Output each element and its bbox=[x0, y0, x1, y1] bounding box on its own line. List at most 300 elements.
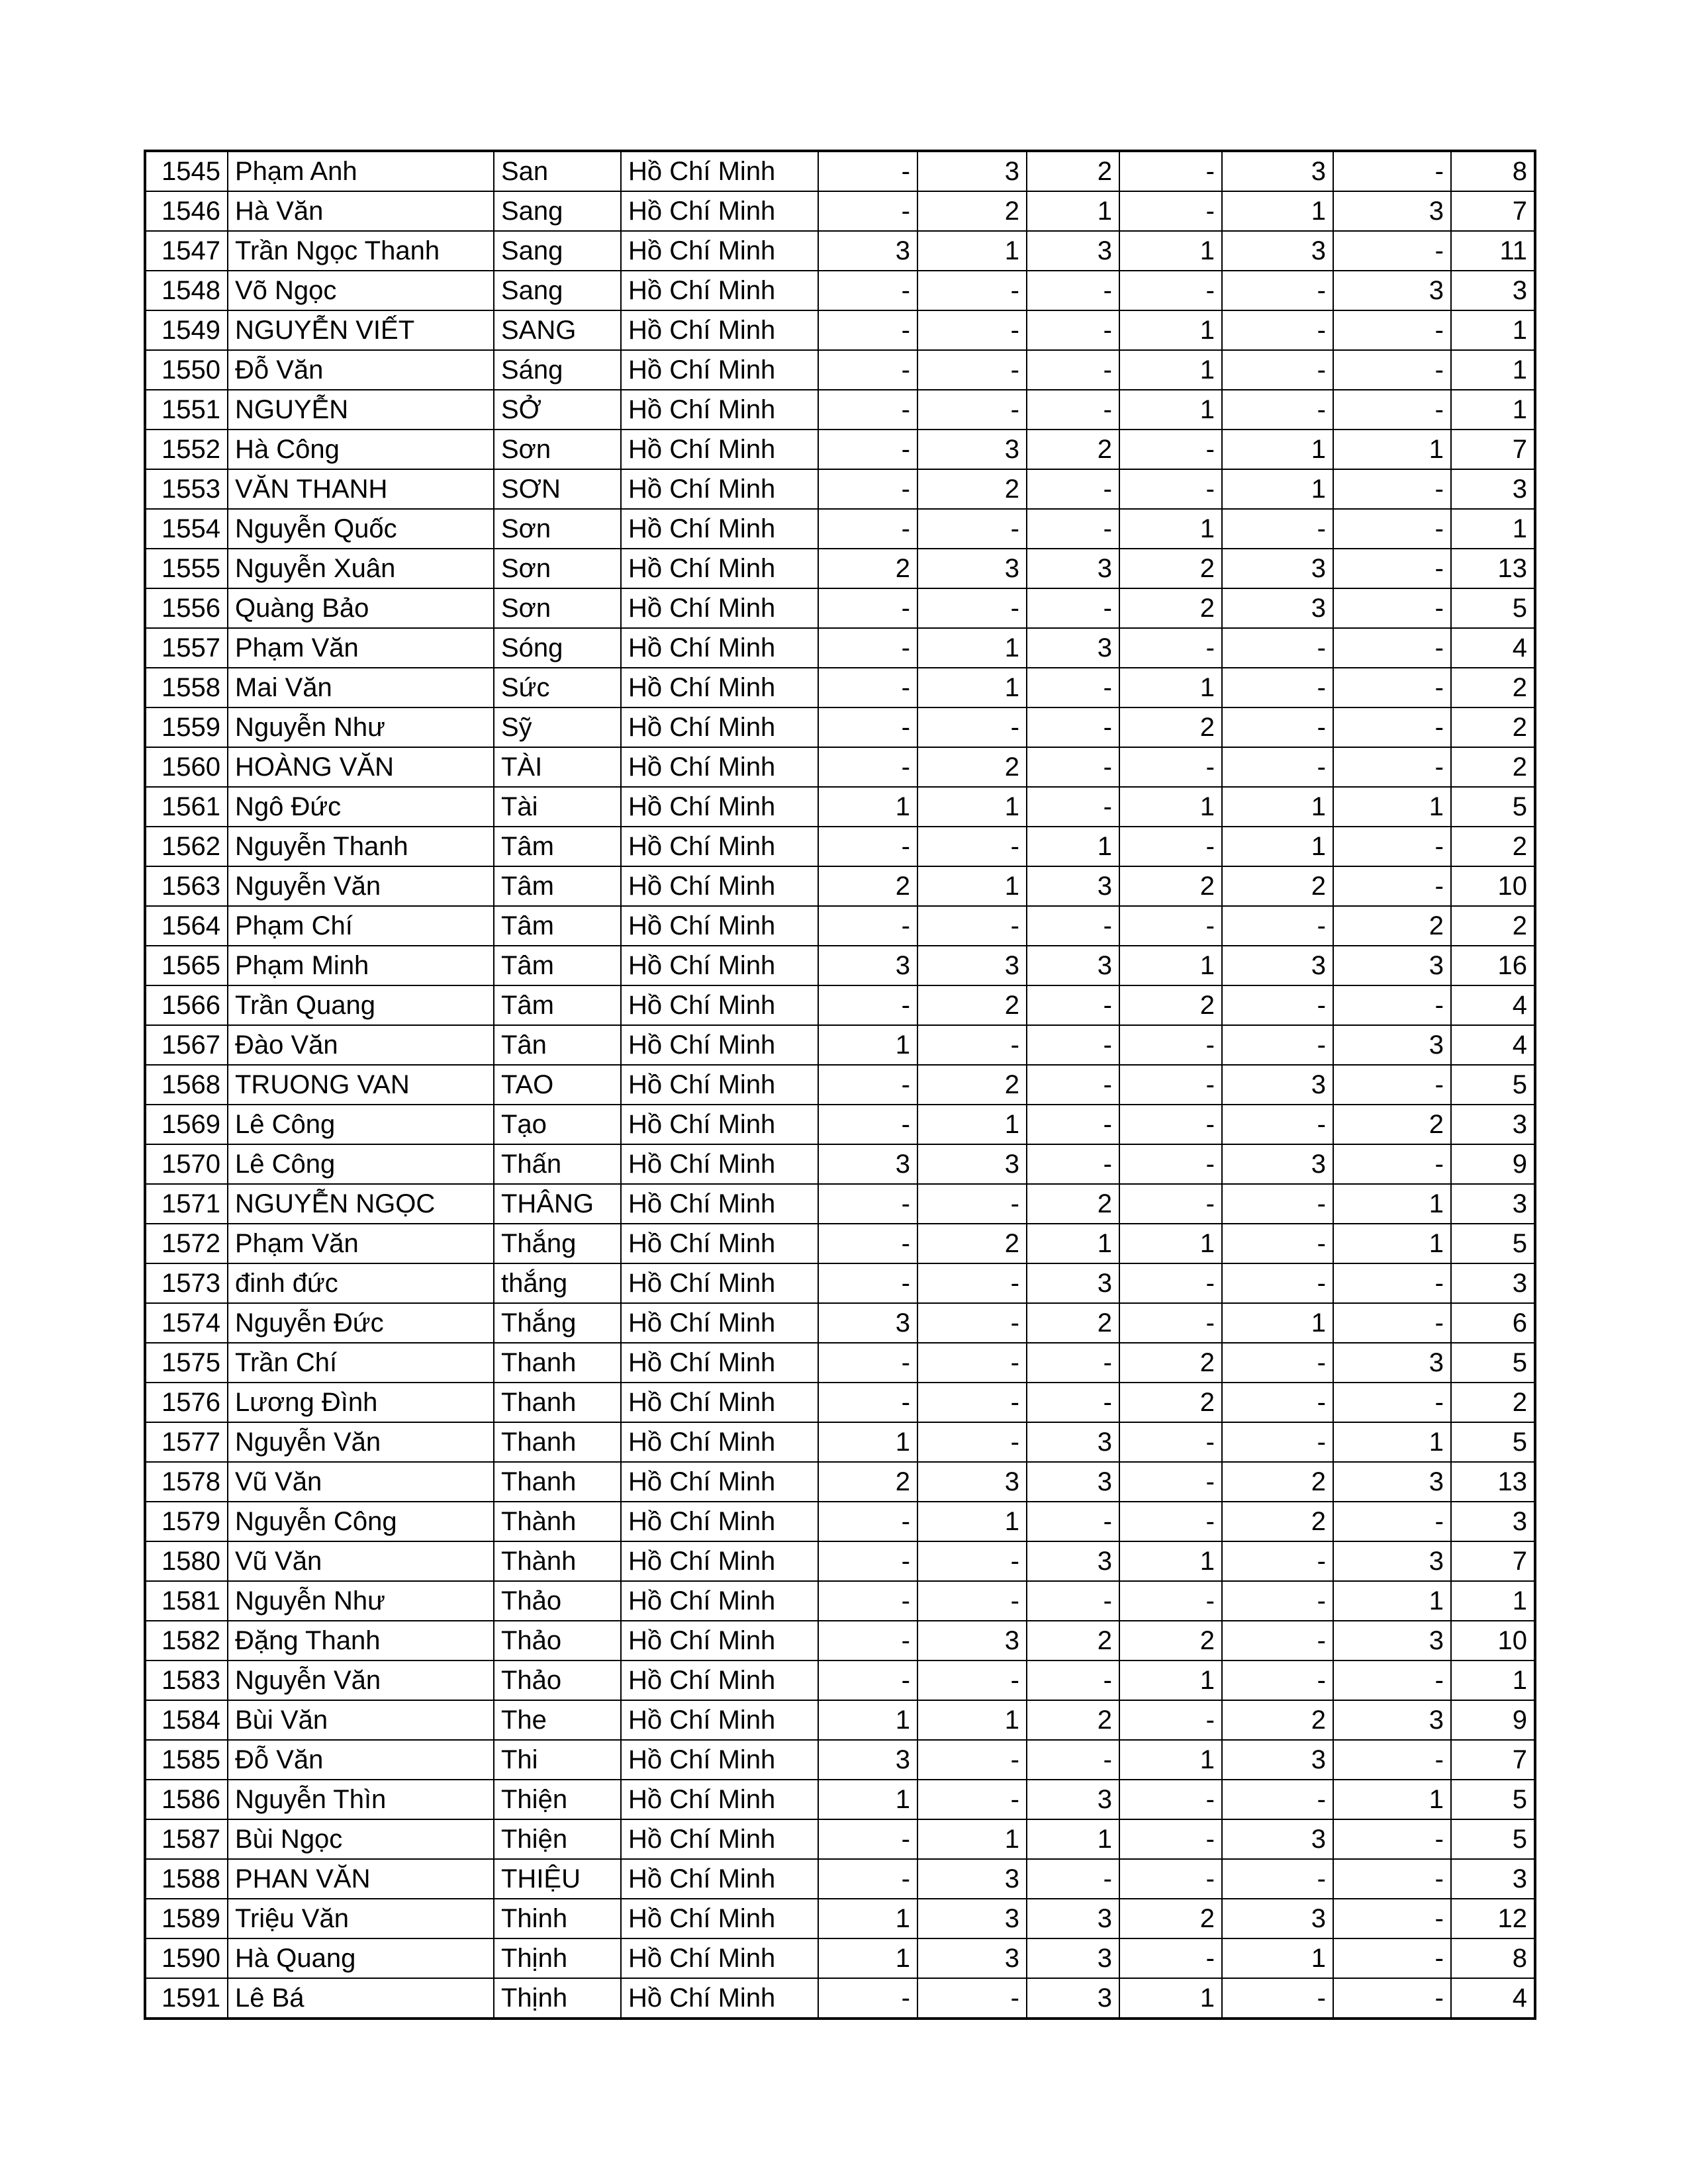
row-number-cell: 1558 bbox=[145, 668, 228, 707]
score-6-cell: - bbox=[1333, 549, 1451, 588]
score-4-cell: - bbox=[1119, 1581, 1222, 1621]
surname-cell: Nguyễn Văn bbox=[228, 1422, 494, 1462]
score-6-cell: - bbox=[1333, 1383, 1451, 1422]
score-5-cell: 1 bbox=[1222, 1938, 1333, 1978]
surname-cell: Lương Đình bbox=[228, 1383, 494, 1422]
score-1-cell: 1 bbox=[818, 1899, 917, 1938]
table-row bbox=[145, 1025, 1535, 1065]
score-5-cell: - bbox=[1222, 509, 1333, 549]
score-3-cell: 3 bbox=[1027, 231, 1119, 271]
row-number-cell: 1548 bbox=[145, 271, 228, 310]
surname-cell: NGUYỄN bbox=[228, 390, 494, 430]
given-name-cell: Tạo bbox=[494, 1105, 621, 1144]
score-3-cell: - bbox=[1027, 310, 1119, 350]
score-6-cell: 1 bbox=[1333, 1581, 1451, 1621]
score-2-cell: - bbox=[917, 1661, 1027, 1700]
score-5-cell: - bbox=[1222, 1422, 1333, 1462]
city-cell: Hồ Chí Minh bbox=[621, 668, 818, 707]
city-cell: Hồ Chí Minh bbox=[621, 1502, 818, 1541]
row-number-cell: 1567 bbox=[145, 1025, 228, 1065]
given-name-cell: Thịnh bbox=[494, 1978, 621, 2019]
total-cell: 1 bbox=[1451, 350, 1535, 390]
city-cell: Hồ Chí Minh bbox=[621, 866, 818, 906]
city-cell: Hồ Chí Minh bbox=[621, 787, 818, 827]
score-1-cell: - bbox=[818, 668, 917, 707]
surname-cell: Nguyễn Thìn bbox=[228, 1780, 494, 1819]
score-5-cell: 3 bbox=[1222, 1740, 1333, 1780]
score-2-cell: 1 bbox=[917, 668, 1027, 707]
given-name-cell: TAO bbox=[494, 1065, 621, 1105]
row-number-cell: 1586 bbox=[145, 1780, 228, 1819]
score-2-cell: - bbox=[917, 1303, 1027, 1343]
table-row bbox=[145, 866, 1535, 906]
score-6-cell: 1 bbox=[1333, 1184, 1451, 1224]
total-cell: 2 bbox=[1451, 747, 1535, 787]
table-row bbox=[145, 1661, 1535, 1700]
score-3-cell: - bbox=[1027, 707, 1119, 747]
table-row bbox=[145, 1263, 1535, 1303]
given-name-cell: Tâm bbox=[494, 946, 621, 985]
score-1-cell: 1 bbox=[818, 1938, 917, 1978]
score-3-cell: 3 bbox=[1027, 1541, 1119, 1581]
table-row bbox=[145, 1065, 1535, 1105]
city-cell: Hồ Chí Minh bbox=[621, 747, 818, 787]
total-cell: 4 bbox=[1451, 1978, 1535, 2019]
row-number-cell: 1560 bbox=[145, 747, 228, 787]
score-4-cell: 1 bbox=[1119, 1224, 1222, 1263]
given-name-cell: The bbox=[494, 1700, 621, 1740]
score-6-cell: 1 bbox=[1333, 430, 1451, 469]
score-3-cell: - bbox=[1027, 271, 1119, 310]
surname-cell: Phạm Anh bbox=[228, 151, 494, 191]
table-row bbox=[145, 1700, 1535, 1740]
city-cell: Hồ Chí Minh bbox=[621, 707, 818, 747]
score-3-cell: - bbox=[1027, 1859, 1119, 1899]
table-row bbox=[145, 231, 1535, 271]
table-row bbox=[145, 271, 1535, 310]
score-5-cell: 3 bbox=[1222, 1899, 1333, 1938]
score-4-cell: 1 bbox=[1119, 787, 1222, 827]
total-cell: 8 bbox=[1451, 151, 1535, 191]
score-5-cell: 1 bbox=[1222, 787, 1333, 827]
surname-cell: Lê Bá bbox=[228, 1978, 494, 2019]
given-name-cell: Thịnh bbox=[494, 1938, 621, 1978]
given-name-cell: San bbox=[494, 151, 621, 191]
score-2-cell: 1 bbox=[917, 1700, 1027, 1740]
score-5-cell: 1 bbox=[1222, 827, 1333, 866]
score-4-cell: 2 bbox=[1119, 1383, 1222, 1422]
given-name-cell: Thanh bbox=[494, 1383, 621, 1422]
score-3-cell: 3 bbox=[1027, 1780, 1119, 1819]
given-name-cell: Sơn bbox=[494, 588, 621, 628]
score-6-cell: - bbox=[1333, 151, 1451, 191]
total-cell: 12 bbox=[1451, 1899, 1535, 1938]
score-3-cell: 3 bbox=[1027, 946, 1119, 985]
score-1-cell: - bbox=[818, 588, 917, 628]
score-1-cell: - bbox=[818, 1502, 917, 1541]
score-6-cell: - bbox=[1333, 707, 1451, 747]
score-1-cell: - bbox=[818, 509, 917, 549]
score-5-cell: 3 bbox=[1222, 1065, 1333, 1105]
score-1-cell: - bbox=[818, 350, 917, 390]
score-2-cell: 3 bbox=[917, 1621, 1027, 1661]
row-number-cell: 1580 bbox=[145, 1541, 228, 1581]
given-name-cell: Thắng bbox=[494, 1303, 621, 1343]
city-cell: Hồ Chí Minh bbox=[621, 231, 818, 271]
score-1-cell: - bbox=[818, 430, 917, 469]
score-5-cell: 1 bbox=[1222, 1303, 1333, 1343]
given-name-cell: Sơn bbox=[494, 549, 621, 588]
score-5-cell: - bbox=[1222, 707, 1333, 747]
row-number-cell: 1588 bbox=[145, 1859, 228, 1899]
table-row bbox=[145, 1938, 1535, 1978]
total-cell: 3 bbox=[1451, 1859, 1535, 1899]
score-4-cell: - bbox=[1119, 1462, 1222, 1502]
score-6-cell: - bbox=[1333, 827, 1451, 866]
score-5-cell: - bbox=[1222, 906, 1333, 946]
score-4-cell: 2 bbox=[1119, 1899, 1222, 1938]
city-cell: Hồ Chí Minh bbox=[621, 1581, 818, 1621]
score-6-cell: - bbox=[1333, 866, 1451, 906]
total-cell: 5 bbox=[1451, 1343, 1535, 1383]
score-1-cell: 1 bbox=[818, 1700, 917, 1740]
score-2-cell: 3 bbox=[917, 1899, 1027, 1938]
score-6-cell: - bbox=[1333, 1502, 1451, 1541]
row-number-cell: 1584 bbox=[145, 1700, 228, 1740]
city-cell: Hồ Chí Minh bbox=[621, 469, 818, 509]
score-2-cell: - bbox=[917, 1343, 1027, 1383]
score-4-cell: - bbox=[1119, 1303, 1222, 1343]
table-row bbox=[145, 549, 1535, 588]
given-name-cell: Tân bbox=[494, 1025, 621, 1065]
score-6-cell: - bbox=[1333, 1263, 1451, 1303]
score-3-cell: - bbox=[1027, 350, 1119, 390]
surname-cell: Nguyễn Thanh bbox=[228, 827, 494, 866]
score-5-cell: - bbox=[1222, 1105, 1333, 1144]
score-6-cell: - bbox=[1333, 1144, 1451, 1184]
score-2-cell: 2 bbox=[917, 191, 1027, 231]
score-6-cell: 1 bbox=[1333, 1422, 1451, 1462]
total-cell: 3 bbox=[1451, 1184, 1535, 1224]
score-1-cell: - bbox=[818, 310, 917, 350]
score-2-cell: - bbox=[917, 1740, 1027, 1780]
given-name-cell: Thảo bbox=[494, 1661, 621, 1700]
score-4-cell: 1 bbox=[1119, 231, 1222, 271]
score-4-cell: - bbox=[1119, 1700, 1222, 1740]
score-2-cell: - bbox=[917, 1581, 1027, 1621]
total-cell: 1 bbox=[1451, 390, 1535, 430]
score-6-cell: 3 bbox=[1333, 1700, 1451, 1740]
given-name-cell: Thanh bbox=[494, 1422, 621, 1462]
score-4-cell: 2 bbox=[1119, 1343, 1222, 1383]
surname-cell: Nguyễn Như bbox=[228, 707, 494, 747]
score-5-cell: - bbox=[1222, 628, 1333, 668]
score-6-cell: - bbox=[1333, 1938, 1451, 1978]
score-2-cell: 2 bbox=[917, 747, 1027, 787]
surname-cell: Nguyễn Xuân bbox=[228, 549, 494, 588]
score-1-cell: - bbox=[818, 151, 917, 191]
score-3-cell: 3 bbox=[1027, 1899, 1119, 1938]
score-6-cell: - bbox=[1333, 588, 1451, 628]
surname-cell: Quàng Bảo bbox=[228, 588, 494, 628]
table-row bbox=[145, 1819, 1535, 1859]
table-row bbox=[145, 350, 1535, 390]
surname-cell: Vũ Văn bbox=[228, 1462, 494, 1502]
score-5-cell: 3 bbox=[1222, 549, 1333, 588]
score-1-cell: 3 bbox=[818, 231, 917, 271]
given-name-cell: Thấn bbox=[494, 1144, 621, 1184]
score-5-cell: 3 bbox=[1222, 946, 1333, 985]
score-4-cell: - bbox=[1119, 1025, 1222, 1065]
given-name-cell: Thành bbox=[494, 1541, 621, 1581]
city-cell: Hồ Chí Minh bbox=[621, 1978, 818, 2019]
surname-cell: Lê Công bbox=[228, 1105, 494, 1144]
surname-cell: PHAN VĂN bbox=[228, 1859, 494, 1899]
score-2-cell: 3 bbox=[917, 1938, 1027, 1978]
city-cell: Hồ Chí Minh bbox=[621, 1144, 818, 1184]
score-2-cell: - bbox=[917, 827, 1027, 866]
table-row bbox=[145, 1621, 1535, 1661]
row-number-cell: 1590 bbox=[145, 1938, 228, 1978]
score-1-cell: - bbox=[818, 271, 917, 310]
total-cell: 16 bbox=[1451, 946, 1535, 985]
score-6-cell: - bbox=[1333, 985, 1451, 1025]
surname-cell: TRUONG VAN bbox=[228, 1065, 494, 1105]
row-number-cell: 1570 bbox=[145, 1144, 228, 1184]
score-5-cell: - bbox=[1222, 1343, 1333, 1383]
score-2-cell: - bbox=[917, 588, 1027, 628]
score-2-cell: 1 bbox=[917, 231, 1027, 271]
score-4-cell: 1 bbox=[1119, 509, 1222, 549]
score-3-cell: 2 bbox=[1027, 1184, 1119, 1224]
total-cell: 5 bbox=[1451, 1819, 1535, 1859]
city-cell: Hồ Chí Minh bbox=[621, 1938, 818, 1978]
table-row bbox=[145, 946, 1535, 985]
score-1-cell: 1 bbox=[818, 787, 917, 827]
row-number-cell: 1576 bbox=[145, 1383, 228, 1422]
score-4-cell: 1 bbox=[1119, 310, 1222, 350]
table-row bbox=[145, 1343, 1535, 1383]
score-3-cell: - bbox=[1027, 787, 1119, 827]
score-3-cell: 3 bbox=[1027, 1978, 1119, 2019]
total-cell: 4 bbox=[1451, 628, 1535, 668]
score-6-cell: - bbox=[1333, 628, 1451, 668]
score-5-cell: 2 bbox=[1222, 1502, 1333, 1541]
row-number-cell: 1583 bbox=[145, 1661, 228, 1700]
score-1-cell: - bbox=[818, 469, 917, 509]
score-4-cell: 1 bbox=[1119, 1541, 1222, 1581]
surname-cell: Nguyễn Công bbox=[228, 1502, 494, 1541]
score-4-cell: 1 bbox=[1119, 1978, 1222, 2019]
city-cell: Hồ Chí Minh bbox=[621, 1541, 818, 1581]
total-cell: 3 bbox=[1451, 1105, 1535, 1144]
score-6-cell: 1 bbox=[1333, 787, 1451, 827]
table-row bbox=[145, 1502, 1535, 1541]
row-number-cell: 1585 bbox=[145, 1740, 228, 1780]
score-5-cell: - bbox=[1222, 310, 1333, 350]
total-cell: 1 bbox=[1451, 509, 1535, 549]
score-5-cell: 1 bbox=[1222, 469, 1333, 509]
table-row bbox=[145, 469, 1535, 509]
total-cell: 3 bbox=[1451, 1263, 1535, 1303]
score-2-cell: - bbox=[917, 1025, 1027, 1065]
score-4-cell: - bbox=[1119, 906, 1222, 946]
surname-cell: Trần Ngọc Thanh bbox=[228, 231, 494, 271]
city-cell: Hồ Chí Minh bbox=[621, 509, 818, 549]
given-name-cell: Tâm bbox=[494, 985, 621, 1025]
table-row bbox=[145, 390, 1535, 430]
score-4-cell: 2 bbox=[1119, 588, 1222, 628]
city-cell: Hồ Chí Minh bbox=[621, 628, 818, 668]
total-cell: 10 bbox=[1451, 1621, 1535, 1661]
row-number-cell: 1554 bbox=[145, 509, 228, 549]
surname-cell: Phạm Chí bbox=[228, 906, 494, 946]
score-1-cell: 1 bbox=[818, 1780, 917, 1819]
score-3-cell: 2 bbox=[1027, 430, 1119, 469]
score-4-cell: - bbox=[1119, 1144, 1222, 1184]
surname-cell: Triệu Văn bbox=[228, 1899, 494, 1938]
score-1-cell: - bbox=[818, 827, 917, 866]
score-3-cell: 3 bbox=[1027, 1263, 1119, 1303]
score-2-cell: 2 bbox=[917, 985, 1027, 1025]
score-1-cell: 2 bbox=[818, 549, 917, 588]
table-row bbox=[145, 1184, 1535, 1224]
given-name-cell: Tâm bbox=[494, 866, 621, 906]
score-1-cell: - bbox=[818, 1819, 917, 1859]
score-3-cell: - bbox=[1027, 1105, 1119, 1144]
score-6-cell: - bbox=[1333, 1661, 1451, 1700]
row-number-cell: 1581 bbox=[145, 1581, 228, 1621]
score-2-cell: 1 bbox=[917, 1105, 1027, 1144]
total-cell: 13 bbox=[1451, 549, 1535, 588]
score-3-cell: - bbox=[1027, 1025, 1119, 1065]
total-cell: 2 bbox=[1451, 906, 1535, 946]
row-number-cell: 1587 bbox=[145, 1819, 228, 1859]
given-name-cell: Thắng bbox=[494, 1224, 621, 1263]
row-number-cell: 1547 bbox=[145, 231, 228, 271]
row-number-cell: 1569 bbox=[145, 1105, 228, 1144]
score-5-cell: - bbox=[1222, 985, 1333, 1025]
score-3-cell: 1 bbox=[1027, 827, 1119, 866]
row-number-cell: 1555 bbox=[145, 549, 228, 588]
total-cell: 8 bbox=[1451, 1938, 1535, 1978]
surname-cell: Nguyễn Đức bbox=[228, 1303, 494, 1343]
given-name-cell: thắng bbox=[494, 1263, 621, 1303]
score-5-cell: 3 bbox=[1222, 588, 1333, 628]
score-4-cell: - bbox=[1119, 628, 1222, 668]
given-name-cell: SƠN bbox=[494, 469, 621, 509]
score-2-cell: 3 bbox=[917, 1144, 1027, 1184]
score-5-cell: 2 bbox=[1222, 866, 1333, 906]
total-cell: 4 bbox=[1451, 1025, 1535, 1065]
row-number-cell: 1573 bbox=[145, 1263, 228, 1303]
total-cell: 2 bbox=[1451, 827, 1535, 866]
score-1-cell: 3 bbox=[818, 1740, 917, 1780]
score-6-cell: 3 bbox=[1333, 1343, 1451, 1383]
score-3-cell: - bbox=[1027, 469, 1119, 509]
total-cell: 1 bbox=[1451, 1581, 1535, 1621]
score-6-cell: - bbox=[1333, 668, 1451, 707]
given-name-cell: THÂNG bbox=[494, 1184, 621, 1224]
table-row bbox=[145, 1422, 1535, 1462]
given-name-cell: Thi bbox=[494, 1740, 621, 1780]
score-6-cell: 1 bbox=[1333, 1780, 1451, 1819]
city-cell: Hồ Chí Minh bbox=[621, 390, 818, 430]
score-6-cell: - bbox=[1333, 1065, 1451, 1105]
given-name-cell: Thanh bbox=[494, 1343, 621, 1383]
table-row bbox=[145, 707, 1535, 747]
surname-cell: Hà Quang bbox=[228, 1938, 494, 1978]
row-number-cell: 1566 bbox=[145, 985, 228, 1025]
score-3-cell: - bbox=[1027, 1581, 1119, 1621]
total-cell: 9 bbox=[1451, 1144, 1535, 1184]
table-body bbox=[145, 151, 1535, 2019]
city-cell: Hồ Chí Minh bbox=[621, 1343, 818, 1383]
surname-cell: Bùi Văn bbox=[228, 1700, 494, 1740]
row-number-cell: 1571 bbox=[145, 1184, 228, 1224]
table-row bbox=[145, 787, 1535, 827]
score-3-cell: 2 bbox=[1027, 151, 1119, 191]
score-3-cell: - bbox=[1027, 1065, 1119, 1105]
surname-cell: Phạm Văn bbox=[228, 628, 494, 668]
city-cell: Hồ Chí Minh bbox=[621, 310, 818, 350]
score-4-cell: - bbox=[1119, 1184, 1222, 1224]
score-5-cell: - bbox=[1222, 1859, 1333, 1899]
given-name-cell: TÀI bbox=[494, 747, 621, 787]
row-number-cell: 1553 bbox=[145, 469, 228, 509]
row-number-cell: 1579 bbox=[145, 1502, 228, 1541]
surname-cell: Nguyễn Như bbox=[228, 1581, 494, 1621]
score-2-cell: - bbox=[917, 1780, 1027, 1819]
score-5-cell: - bbox=[1222, 1978, 1333, 2019]
city-cell: Hồ Chí Minh bbox=[621, 1740, 818, 1780]
score-4-cell: - bbox=[1119, 1263, 1222, 1303]
score-4-cell: - bbox=[1119, 151, 1222, 191]
score-2-cell: - bbox=[917, 1383, 1027, 1422]
score-3-cell: - bbox=[1027, 1740, 1119, 1780]
table-row bbox=[145, 1144, 1535, 1184]
score-4-cell: - bbox=[1119, 1780, 1222, 1819]
surname-cell: Nguyễn Văn bbox=[228, 1661, 494, 1700]
score-3-cell: - bbox=[1027, 588, 1119, 628]
city-cell: Hồ Chí Minh bbox=[621, 1859, 818, 1899]
row-number-cell: 1549 bbox=[145, 310, 228, 350]
score-1-cell: - bbox=[818, 1263, 917, 1303]
score-4-cell: - bbox=[1119, 430, 1222, 469]
score-6-cell: - bbox=[1333, 1978, 1451, 2019]
score-1-cell: 3 bbox=[818, 1303, 917, 1343]
score-6-cell: - bbox=[1333, 390, 1451, 430]
given-name-cell: SỞ bbox=[494, 390, 621, 430]
city-cell: Hồ Chí Minh bbox=[621, 1621, 818, 1661]
total-cell: 4 bbox=[1451, 985, 1535, 1025]
score-3-cell: - bbox=[1027, 390, 1119, 430]
score-3-cell: - bbox=[1027, 906, 1119, 946]
surname-cell: Trần Quang bbox=[228, 985, 494, 1025]
score-6-cell: 3 bbox=[1333, 1462, 1451, 1502]
surname-cell: Nguyễn Quốc bbox=[228, 509, 494, 549]
city-cell: Hồ Chí Minh bbox=[621, 1819, 818, 1859]
surname-cell: Đỗ Văn bbox=[228, 1740, 494, 1780]
given-name-cell: Tài bbox=[494, 787, 621, 827]
score-2-cell: 3 bbox=[917, 1859, 1027, 1899]
given-name-cell: SANG bbox=[494, 310, 621, 350]
score-2-cell: 3 bbox=[917, 549, 1027, 588]
score-3-cell: - bbox=[1027, 747, 1119, 787]
score-4-cell: 2 bbox=[1119, 1621, 1222, 1661]
score-4-cell: - bbox=[1119, 1859, 1222, 1899]
table-row bbox=[145, 827, 1535, 866]
